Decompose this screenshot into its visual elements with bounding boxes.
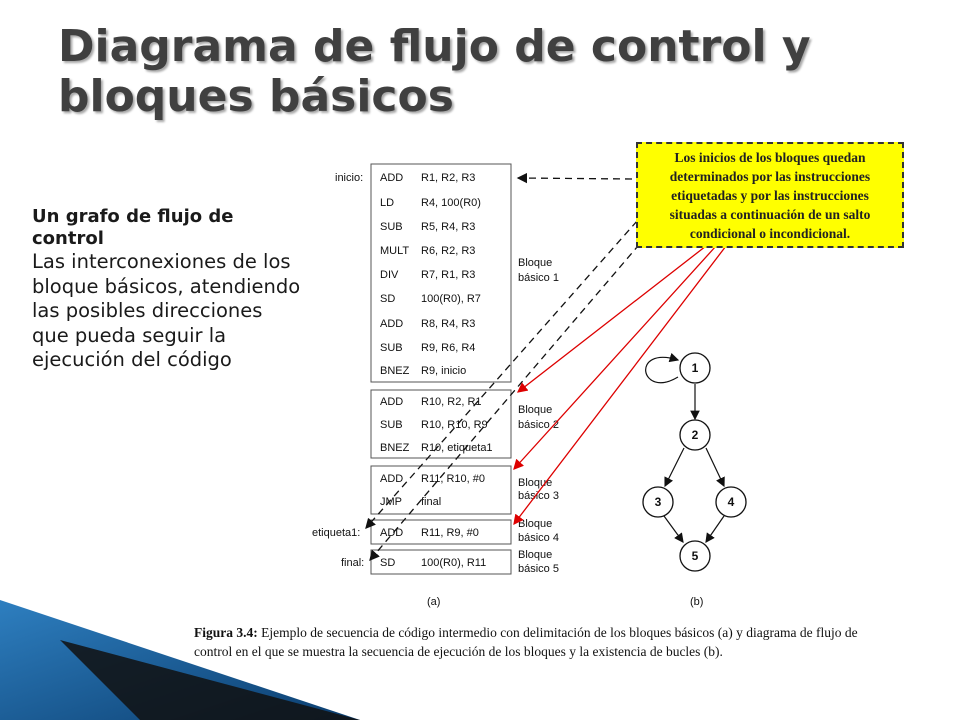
side-heading: Un grafo de flujo de control [32, 206, 234, 249]
red-arrow-block4 [514, 246, 726, 524]
block-1-name: Bloque [518, 257, 553, 269]
caption-text: Ejemplo de secuencia de código intermedio con delimitación de los bloques básicos (a) y diagrama de flujo de control en el que se muestra la secuencia de ejecución de los bloques y la existencia de bucles (b). [194, 625, 858, 659]
code-op: ADD [380, 172, 404, 184]
graph-node-3-label: 3 [654, 495, 662, 509]
subfigure-b-label: (b) [690, 596, 704, 608]
slide-title: Diagrama de flujo de control y bloques básicos [58, 21, 811, 122]
code-args: R9, inicio [421, 365, 467, 377]
graph-edge-2-3 [665, 448, 684, 486]
block-2-name: básico 2 [518, 419, 559, 431]
label-final: final: [341, 557, 365, 569]
code-op: ADD [380, 527, 404, 539]
code-args: R8, R4, R3 [421, 318, 476, 330]
code-args: R4, 100(R0) [421, 197, 481, 209]
code-op: LD [380, 197, 395, 209]
code-args: final [421, 496, 442, 508]
code-args: R9, R6, R4 [421, 342, 476, 354]
graph-node-4-label: 4 [727, 495, 735, 509]
code-args: 100(R0), R7 [421, 293, 481, 305]
block-4-name: Bloque [518, 518, 553, 530]
code-args: R11, R10, #0 [421, 473, 486, 485]
code-op: SUB [380, 419, 403, 431]
code-args: R1, R2, R3 [421, 172, 476, 184]
figure-caption [194, 623, 894, 661]
code-args: R5, R4, R3 [421, 221, 476, 233]
label-inicio: inicio: [335, 172, 364, 184]
label-etiqueta1: etiqueta1: [312, 527, 361, 539]
graph-edge-2-4 [706, 448, 724, 486]
block-2-name: Bloque [518, 404, 553, 416]
code-op: ADD [380, 473, 404, 485]
block-5-name: básico 5 [518, 563, 559, 575]
graph-edge-3-5 [664, 516, 683, 542]
dashed-arrow-final [370, 226, 655, 560]
graph-edge-4-5 [706, 516, 724, 542]
code-args: R10, etiqueta1 [421, 442, 493, 454]
dashed-arrow-inicio [518, 178, 632, 179]
code-op: MULT [380, 245, 410, 257]
code-op: SD [380, 557, 396, 569]
subfigure-a-label: (a) [427, 596, 441, 608]
block-5-name: Bloque [518, 549, 553, 561]
code-args: 100(R0), R11 [421, 557, 487, 569]
code-op: DIV [380, 269, 399, 281]
graph-self-loop [646, 357, 678, 382]
code-args: R6, R2, R3 [421, 245, 476, 257]
code-op: SUB [380, 221, 403, 233]
graph-node-2-label: 2 [691, 428, 699, 442]
block-1-name: básico 1 [518, 272, 559, 284]
code-args: R10, R10, R9 [421, 419, 488, 431]
block-3-name: Bloque [518, 477, 553, 489]
code-op: BNEZ [380, 442, 410, 454]
block-3-name: básico 3 [518, 490, 559, 502]
graph-node-1-label: 1 [691, 361, 699, 375]
code-op: ADD [380, 318, 404, 330]
block-4-name: básico 4 [518, 532, 559, 544]
code-op: SD [380, 293, 396, 305]
code-op: BNEZ [380, 365, 410, 377]
code-args: R10, R2, R1 [421, 396, 482, 408]
code-args: R11, R9, #0 [421, 527, 479, 539]
graph-node-5-label: 5 [691, 549, 699, 563]
caption-prefix: Figura 3.4: [194, 625, 258, 640]
code-op: JMP [380, 496, 402, 508]
note-box: Los inicios de los bloques quedan determinados por las instrucciones etiquetadas y por las instrucciones situadas a continuación de un salto condicional o incondicional. [636, 142, 904, 248]
code-op: SUB [380, 342, 403, 354]
code-op: ADD [380, 396, 404, 408]
code-args: R7, R1, R3 [421, 269, 476, 281]
side-body: Las interconexiones de los bloque básicos, atendiendo las posibles direcciones que pueda seguir la ejecución del código [32, 250, 301, 371]
